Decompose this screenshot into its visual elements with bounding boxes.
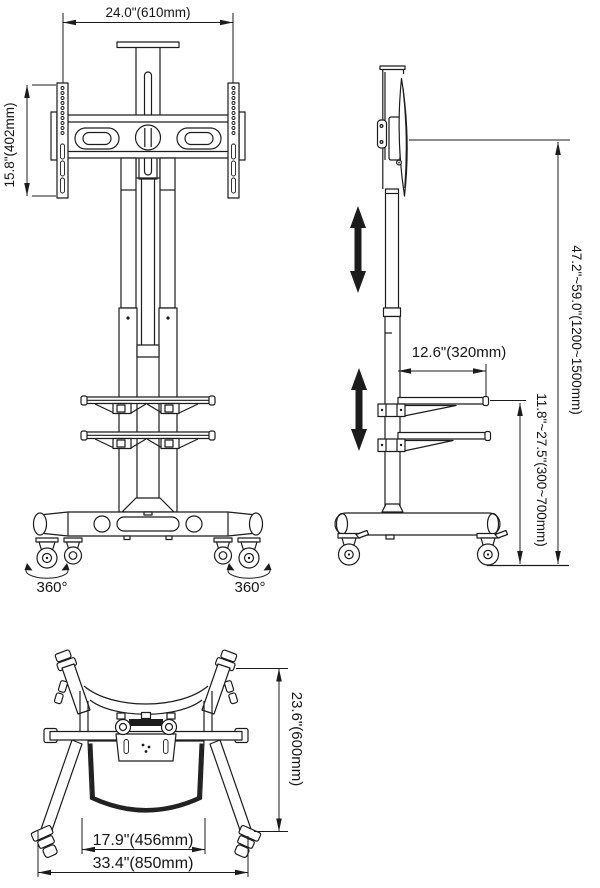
base-beam-outer [84,686,208,704]
lift-column-front [119,158,177,512]
bottom-view [31,649,305,877]
height-adjust-arrow-upper [350,206,366,293]
rear-leg-right [202,649,239,733]
dimension-shelf-width [82,818,205,854]
swivel-label-right: 360° [234,579,266,596]
shelf-width-label: 17.9"(456mm) [92,832,194,849]
column-crossbrace [137,345,159,357]
caster-front-left [36,538,58,568]
caster-front-right [238,538,260,568]
mount-top-bar [117,42,179,48]
adapter-plate [389,117,400,160]
dimension-shelf-depth [398,344,506,396]
front-width-label: 24.0"(610mm) [105,5,191,20]
dimension-base-depth [236,669,305,832]
front-leg-right [210,740,261,860]
shelf-height-range-label: 11.8"~27.5"(300~700mm) [534,393,549,547]
lift-column-side [384,189,401,513]
front-shelf-upper [81,396,215,414]
screen-height-range-label: 47.2"~59.0"(1200~1500mm) [569,245,584,415]
column-hub [116,713,177,762]
shelf-depth-label: 12.6"(320mm) [411,344,507,361]
caster-rear-left [64,538,82,564]
tv-mount-assembly [51,42,245,198]
crossbar-center-hole [136,125,161,150]
base-tube-end-right [250,513,263,535]
base-depth-label: 23.6"(600mm) [288,691,305,787]
swivel-label-left: 360° [36,579,68,596]
side-caster-right [477,531,508,566]
crossbar-endcap-left [51,112,57,160]
hub-plate [116,734,176,761]
height-adjust-arrow-lower [351,368,367,451]
vesa-rail-left [57,83,68,198]
tv-bracket-profile [378,66,408,196]
column-tube-right-top [162,720,177,735]
dimension-bracket-height [2,85,56,196]
vesa-rail-right [228,83,239,198]
side-view [335,66,584,566]
front-shelf-lower [81,431,215,449]
front-base [34,498,263,540]
side-caster-left [338,531,369,566]
crossbar-endcap-right [239,112,245,160]
caster-rear-right [214,538,232,564]
front-view [2,5,272,596]
base-width-label: 33.4"(850mm) [92,855,194,872]
bracket-height-label: 15.8"(402mm) [2,102,17,188]
rear-leg-left [53,649,90,733]
base-tube-end-left [34,513,47,535]
column-tube-left-top [116,720,131,735]
